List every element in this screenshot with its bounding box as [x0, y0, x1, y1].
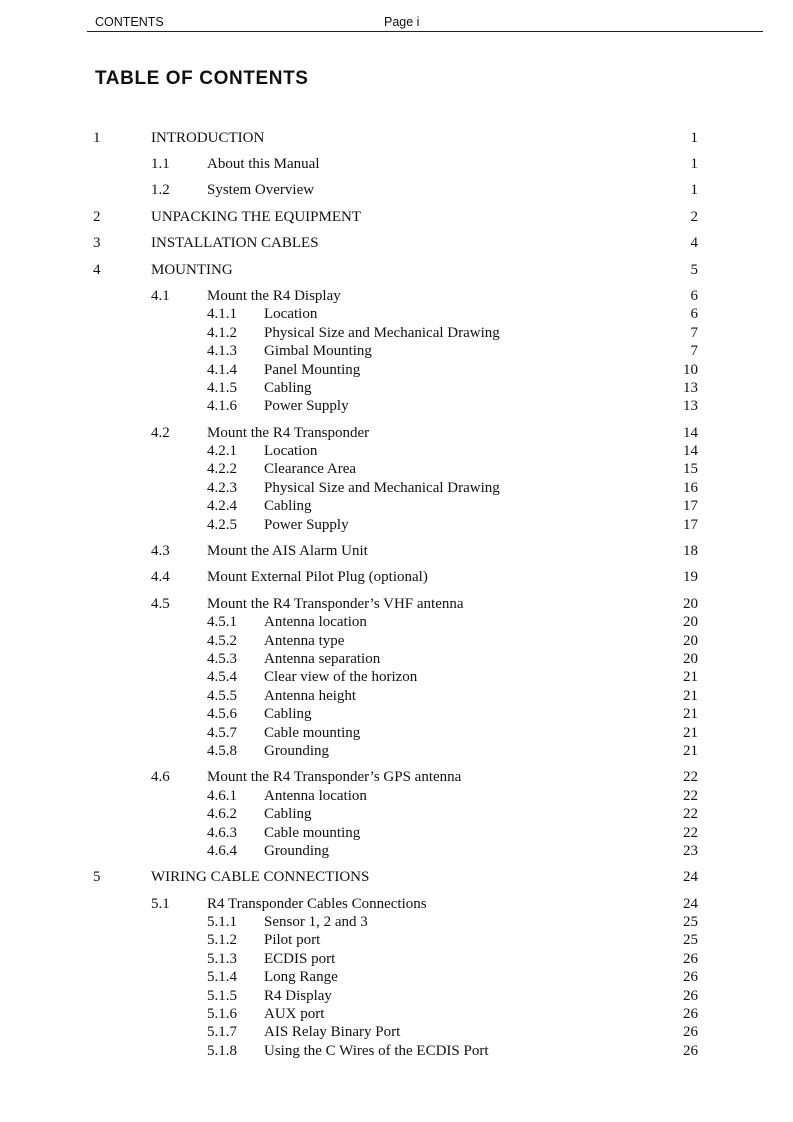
- toc-entry-number: 4.1.6: [207, 398, 237, 414]
- toc-entry-page: 7: [690, 325, 698, 341]
- toc-entry-page: 21: [683, 743, 698, 759]
- toc-entry-page: 18: [683, 543, 698, 559]
- toc-entry-title: Antenna height: [264, 688, 357, 704]
- toc-entry-title: Grounding: [264, 743, 329, 759]
- toc-entry-number: 4.6: [151, 769, 170, 785]
- toc-entry-number: 1: [93, 130, 101, 146]
- toc-entry[interactable]: [0, 724, 793, 742]
- toc-entry-title: Physical Size and Mechanical Drawing: [264, 325, 500, 341]
- toc-entry-title: Antenna location: [264, 614, 367, 630]
- toc-entry-title: Mount External Pilot Plug (optional): [207, 569, 428, 585]
- toc-entry-title: ECDIS port: [264, 951, 336, 967]
- toc-entry-number: 4.6.4: [207, 843, 237, 859]
- toc-entry[interactable]: [0, 1042, 793, 1060]
- toc-entry-title: AIS Relay Binary Port: [264, 1024, 401, 1040]
- toc-entry[interactable]: [0, 129, 793, 147]
- toc-entry-page: 6: [690, 288, 698, 304]
- toc-entry[interactable]: [0, 324, 793, 342]
- toc-entry-page: 14: [683, 443, 698, 459]
- toc-entry[interactable]: [0, 516, 793, 534]
- toc-entry-number: 4.6.2: [207, 806, 237, 822]
- toc-entry-number: 4.1.1: [207, 306, 237, 322]
- toc-entry[interactable]: [0, 824, 793, 842]
- running-header-page-number: Page i: [384, 15, 420, 29]
- toc-entry-title: Mount the R4 Display: [207, 288, 341, 304]
- toc-entry[interactable]: [0, 968, 793, 986]
- toc-entry[interactable]: [0, 613, 793, 631]
- toc-entry-number: 4.1.2: [207, 325, 237, 341]
- toc-entry-page: 21: [683, 725, 698, 741]
- toc-entry-page: 15: [683, 461, 698, 477]
- toc-entry-page: 21: [683, 688, 698, 704]
- header-divider: [87, 31, 763, 32]
- toc-entry-page: 22: [683, 825, 698, 841]
- toc-entry-title: Antenna type: [264, 633, 345, 649]
- toc-entry[interactable]: [0, 842, 793, 860]
- toc-entry[interactable]: [0, 361, 793, 379]
- toc-entry[interactable]: [0, 424, 793, 442]
- page-title: TABLE OF CONTENTS: [95, 68, 309, 89]
- toc-entry[interactable]: [0, 595, 793, 613]
- toc-entry-title: Gimbal Mounting: [264, 343, 372, 359]
- toc-entry-title: UNPACKING THE EQUIPMENT: [151, 209, 362, 225]
- toc-entry-title: Power Supply: [264, 517, 349, 533]
- toc-entry[interactable]: [0, 868, 793, 886]
- toc-entry-title: System Overview: [207, 182, 315, 198]
- toc-entry-number: 4.2.5: [207, 517, 237, 533]
- toc-entry-page: 25: [683, 914, 698, 930]
- toc-entry-title: Mount the R4 Transponder’s VHF antenna: [207, 596, 464, 612]
- toc-entry-number: 4.1: [151, 288, 170, 304]
- toc-entry-title: Cable mounting: [264, 725, 361, 741]
- toc-entry-page: 26: [683, 1006, 698, 1022]
- toc-entry-number: 4.5.7: [207, 725, 237, 741]
- toc-entry-title: Location: [264, 306, 318, 322]
- toc-entry-title: Pilot port: [264, 932, 321, 948]
- toc-entry-number: 3: [93, 235, 101, 251]
- toc-entry[interactable]: [0, 342, 793, 360]
- toc-entry-number: 4.2.3: [207, 480, 237, 496]
- toc-entry[interactable]: [0, 305, 793, 323]
- toc-entry-number: 5.1.8: [207, 1043, 237, 1059]
- toc-entry-page: 2: [690, 209, 698, 225]
- toc-entry-number: 4.5.5: [207, 688, 237, 704]
- toc-entry-page: 14: [683, 425, 698, 441]
- toc-entry-number: 5.1: [151, 896, 170, 912]
- toc-entry[interactable]: [0, 650, 793, 668]
- toc-entry[interactable]: [0, 155, 793, 173]
- toc-entry-page: 22: [683, 806, 698, 822]
- toc-entry[interactable]: [0, 687, 793, 705]
- toc-entry-page: 20: [683, 651, 698, 667]
- toc-entry-number: 4.1.4: [207, 362, 237, 378]
- toc-entry-title: Using the C Wires of the ECDIS Port: [264, 1043, 489, 1059]
- toc-entry-page: 5: [690, 262, 698, 278]
- toc-entry[interactable]: [0, 568, 793, 586]
- toc-entry-number: 4.5.4: [207, 669, 237, 685]
- toc-entry-number: 4.2.2: [207, 461, 237, 477]
- toc-entry-title: Mount the R4 Transponder’s GPS antenna: [207, 769, 462, 785]
- toc-entry-number: 4.5.8: [207, 743, 237, 759]
- toc-entry-number: 5: [93, 869, 101, 885]
- toc-entry-page: 16: [683, 480, 698, 496]
- toc-entry[interactable]: [0, 181, 793, 199]
- toc-entry-title: Long Range: [264, 969, 338, 985]
- toc-entry[interactable]: [0, 705, 793, 723]
- toc-entry[interactable]: [0, 742, 793, 760]
- toc-entry-title: Antenna separation: [264, 651, 381, 667]
- toc-entry-title: Panel Mounting: [264, 362, 361, 378]
- toc-entry-number: 5.1.4: [207, 969, 237, 985]
- toc-entry[interactable]: [0, 913, 793, 931]
- toc-entry-number: 5.1.1: [207, 914, 237, 930]
- toc-entry[interactable]: [0, 497, 793, 515]
- toc-entry-page: 21: [683, 706, 698, 722]
- toc-entry-number: 4.1.5: [207, 380, 237, 396]
- toc-entry-page: 22: [683, 769, 698, 785]
- toc-entry-page: 26: [683, 951, 698, 967]
- toc-entry-page: 17: [683, 517, 698, 533]
- toc-entry-title: AUX port: [264, 1006, 325, 1022]
- toc-entry-number: 4.6.3: [207, 825, 237, 841]
- toc-entry-page: 26: [683, 1043, 698, 1059]
- toc-entry-number: 1.2: [151, 182, 170, 198]
- toc-entry-page: 1: [690, 156, 698, 172]
- toc-entry-number: 4.2: [151, 425, 170, 441]
- toc-entry[interactable]: [0, 208, 793, 226]
- toc-entry[interactable]: [0, 379, 793, 397]
- toc-entry-page: 1: [690, 182, 698, 198]
- toc-entry-number: 4.2.1: [207, 443, 237, 459]
- toc-entry-title: MOUNTING: [151, 262, 233, 278]
- toc-entry-page: 23: [683, 843, 698, 859]
- toc-entry-title: R4 Transponder Cables Connections: [207, 896, 427, 912]
- toc-entry[interactable]: [0, 668, 793, 686]
- toc-entry-title: Mount the R4 Transponder: [207, 425, 370, 441]
- toc-entry-page: 10: [683, 362, 698, 378]
- toc-entry-number: 5.1.6: [207, 1006, 237, 1022]
- toc-entry-page: 26: [683, 1024, 698, 1040]
- toc-entry-title: Location: [264, 443, 318, 459]
- toc-entry-page: 19: [683, 569, 698, 585]
- toc-entry-title: Cabling: [264, 706, 312, 722]
- toc-entry-number: 1.1: [151, 156, 170, 172]
- toc-entry-number: 5.1.2: [207, 932, 237, 948]
- toc-entry-number: 4: [93, 262, 101, 278]
- toc-entry[interactable]: [0, 895, 793, 913]
- toc-entry-page: 20: [683, 596, 698, 612]
- toc-entry-title: INTRODUCTION: [151, 130, 265, 146]
- toc-entry-title: Cabling: [264, 380, 312, 396]
- toc-entry[interactable]: [0, 805, 793, 823]
- toc-entry[interactable]: [0, 460, 793, 478]
- toc-entry-page: 20: [683, 614, 698, 630]
- toc-entry-page: 7: [690, 343, 698, 359]
- toc-entry-page: 21: [683, 669, 698, 685]
- toc-entry[interactable]: [0, 261, 793, 279]
- toc-entry-title: Antenna location: [264, 788, 367, 804]
- toc-entry[interactable]: [0, 542, 793, 560]
- running-header-section: CONTENTS: [95, 15, 164, 29]
- toc-entry-title: INSTALLATION CABLES: [151, 235, 319, 251]
- toc-entry-number: 4.2.4: [207, 498, 237, 514]
- toc-entry-page: 26: [683, 988, 698, 1004]
- toc-entry-number: 5.1.7: [207, 1024, 237, 1040]
- toc-entry-number: 4.1.3: [207, 343, 237, 359]
- toc-entry-page: 24: [683, 869, 698, 885]
- toc-entry-number: 2: [93, 209, 101, 225]
- toc-entry-number: 4.6.1: [207, 788, 237, 804]
- toc-entry[interactable]: [0, 931, 793, 949]
- toc-entry-title: Cabling: [264, 806, 312, 822]
- toc-entry-number: 4.5.2: [207, 633, 237, 649]
- toc-entry-title: Cable mounting: [264, 825, 361, 841]
- toc-entry-number: 4.5: [151, 596, 170, 612]
- toc-entry-title: About this Manual: [207, 156, 320, 172]
- toc-entry-page: 22: [683, 788, 698, 804]
- toc-entry-page: 1: [690, 130, 698, 146]
- toc-entry[interactable]: [0, 1005, 793, 1023]
- toc-entry-title: Sensor 1, 2 and 3: [264, 914, 368, 930]
- toc-entry-number: 4.4: [151, 569, 170, 585]
- toc-entry-number: 5.1.5: [207, 988, 237, 1004]
- toc-entry[interactable]: [0, 950, 793, 968]
- toc-entry-page: 17: [683, 498, 698, 514]
- toc-entry[interactable]: [0, 987, 793, 1005]
- toc-entry-title: Clearance Area: [264, 461, 357, 477]
- toc-entry[interactable]: [0, 397, 793, 415]
- toc-entry-title: Clear view of the horizon: [264, 669, 418, 685]
- toc-entry-number: 4.5.1: [207, 614, 237, 630]
- toc-entry-page: 25: [683, 932, 698, 948]
- toc-entry-page: 13: [683, 380, 698, 396]
- toc-entry[interactable]: [0, 632, 793, 650]
- toc-entry-page: 4: [690, 235, 698, 251]
- toc-entry-title: R4 Display: [264, 988, 332, 1004]
- toc-entry-page: 20: [683, 633, 698, 649]
- toc-entry-title: Grounding: [264, 843, 329, 859]
- toc-entry-number: 4.3: [151, 543, 170, 559]
- toc-entry-number: 4.5.6: [207, 706, 237, 722]
- toc-entry[interactable]: [0, 768, 793, 786]
- toc-entry-title: Physical Size and Mechanical Drawing: [264, 480, 500, 496]
- toc-entry-number: 5.1.3: [207, 951, 237, 967]
- toc-entry-title: Power Supply: [264, 398, 349, 414]
- toc-entry-page: 26: [683, 969, 698, 985]
- toc-entry-title: Cabling: [264, 498, 312, 514]
- toc-entry[interactable]: [0, 234, 793, 252]
- toc-entry-page: 13: [683, 398, 698, 414]
- toc-entry-number: 4.5.3: [207, 651, 237, 667]
- toc-entry-title: WIRING CABLE CONNECTIONS: [151, 869, 370, 885]
- toc-entry[interactable]: [0, 287, 793, 305]
- toc-entry[interactable]: [0, 787, 793, 805]
- toc-entry[interactable]: [0, 1023, 793, 1041]
- toc-entry[interactable]: [0, 479, 793, 497]
- toc-entry-title: Mount the AIS Alarm Unit: [207, 543, 368, 559]
- toc-entry-page: 6: [690, 306, 698, 322]
- toc-entry[interactable]: [0, 442, 793, 460]
- toc-entry-page: 24: [683, 896, 698, 912]
